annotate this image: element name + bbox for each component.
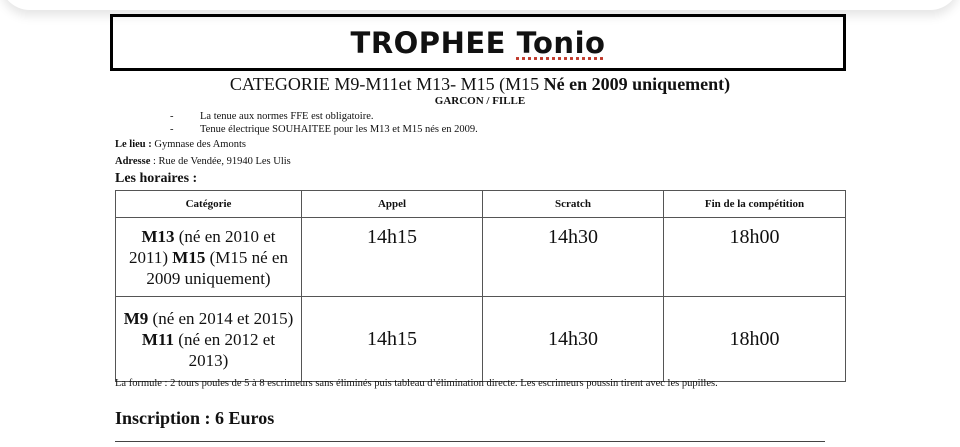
- title-box: [110, 14, 846, 71]
- category-detail: (né en 2010 et 2011): [129, 226, 276, 267]
- category-code: M15: [172, 247, 206, 267]
- bullet-dash: -: [170, 124, 174, 135]
- table-header-row: [116, 191, 846, 218]
- appel-cell: 14h15: [302, 218, 483, 297]
- schedule-heading: Les horaires :: [115, 171, 198, 186]
- scratch-cell: 14h30: [483, 218, 664, 297]
- scratch-cell: 14h30: [483, 297, 664, 382]
- title-word-trophee: TROPHEE: [350, 25, 506, 60]
- category-emphasis: Né en 2009 uniquement): [543, 74, 731, 94]
- document-title: [351, 26, 606, 60]
- address-line: [115, 155, 291, 169]
- address-label: Adresse: [115, 156, 151, 167]
- category-cell: [116, 218, 302, 297]
- category-detail: (né en 2012 et 2013): [174, 329, 276, 370]
- location-line: [115, 138, 246, 152]
- address-value: : Rue de Vendée, 91940 Les Ulis: [150, 156, 291, 167]
- formula-text: La formule : 2 tours poules de 5 à 8 escrimeurs sans éliminés puis tableau d’élimination directe. Les escrimeurs poussin tirent avec les pupilles.: [115, 378, 718, 389]
- header-scratch: Scratch: [483, 191, 664, 218]
- category-prefix: CATEGORIE M9-M11et M13- M15 (M15: [229, 74, 544, 94]
- bullet-item: [170, 123, 478, 136]
- category-line: [0, 74, 960, 94]
- location-label: Le lieu :: [115, 139, 152, 150]
- category-code: M13: [141, 226, 175, 246]
- bottom-divider: [115, 441, 825, 442]
- bullet-text: La tenue aux normes FFE est obligatoire.: [200, 111, 374, 122]
- fin-cell: 18h00: [664, 297, 846, 382]
- gender-line: GARCON / FILLE: [434, 95, 526, 107]
- header-category: Catégorie: [116, 191, 302, 218]
- category-detail: (né en 2014 et 2015): [148, 308, 294, 328]
- page-top-shadow: [0, 0, 960, 10]
- bullet-dash: -: [170, 111, 174, 122]
- fin-cell: 18h00: [664, 218, 846, 297]
- bullet-text: Tenue électrique SOUHAITEE pour les M13 et M15 nés en 2009.: [200, 124, 478, 135]
- location-value: Gymnase des Amonts: [151, 139, 246, 150]
- category-code: M11: [141, 329, 175, 349]
- category-code: M9: [123, 308, 149, 328]
- header-fin: Fin de la compétition: [664, 191, 846, 218]
- title-word-tonio: Tonio: [516, 25, 606, 60]
- table-row: [116, 218, 846, 297]
- schedule-table: [115, 190, 846, 382]
- category-cell: [116, 297, 302, 382]
- header-appel: Appel: [302, 191, 483, 218]
- appel-cell: 14h15: [302, 297, 483, 382]
- category-detail: (M15 né en 2009 uniquement): [146, 247, 288, 288]
- inscription-fee: Inscription : 6 Euros: [115, 408, 275, 428]
- bullet-item: [170, 110, 374, 123]
- table-row: [116, 297, 846, 382]
